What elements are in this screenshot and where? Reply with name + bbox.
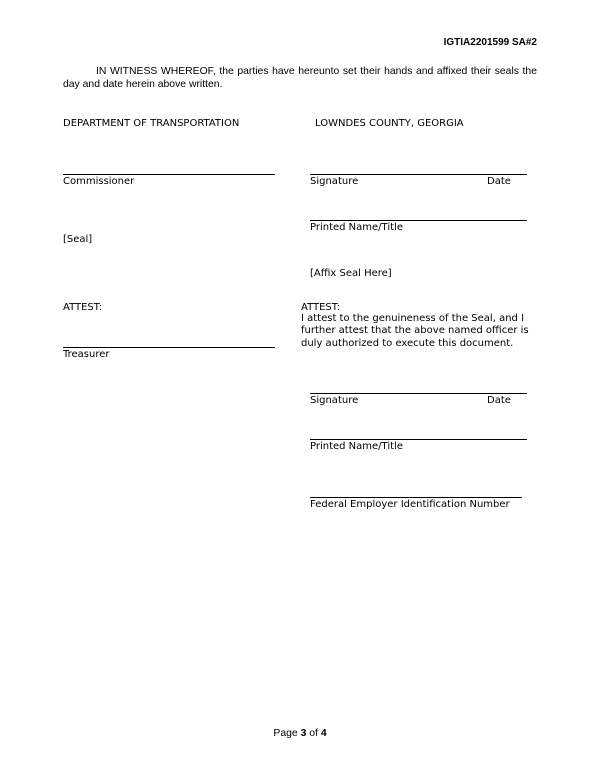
printed-name-label-2: Printed Name/Title (310, 441, 403, 452)
date-label-2: Date (487, 395, 511, 406)
of-word: of (309, 728, 318, 739)
signature-label: Signature (310, 176, 359, 187)
right-party-name: LOWNDES COUNTY, GEORGIA (315, 118, 464, 129)
attest-statement: I attest to the genuineness of the Seal, and I further attest that the above named officer is duly authorized to execute this document. (301, 313, 529, 349)
affix-seal-label: [Affix Seal Here] (310, 268, 392, 279)
treasurer-signature-line (63, 347, 275, 348)
commissioner-label: Commissioner (63, 176, 135, 187)
witness-paragraph: IN WITNESS WHEREOF, the parties have hereunto set their hands and affixed their seals the day and date herein above written. (63, 66, 537, 90)
page-total: 4 (320, 728, 327, 739)
signature-label-2: Signature (310, 395, 359, 406)
right-attest-heading: ATTEST: (301, 302, 341, 313)
page-word: Page (273, 728, 298, 739)
printed-name-line (310, 220, 527, 221)
signature-date-line (310, 174, 527, 175)
page-number (0, 728, 600, 739)
left-attest-heading: ATTEST: (63, 302, 103, 313)
fein-label: Federal Employer Identification Number (310, 499, 510, 510)
printed-name-line-2 (310, 439, 527, 440)
page-current: 3 (300, 728, 307, 739)
left-party-name: DEPARTMENT OF TRANSPORTATION (63, 118, 240, 129)
fein-line (310, 497, 522, 498)
document-id: IGTIA2201599 SA#2 (443, 37, 537, 48)
commissioner-signature-line (63, 174, 275, 175)
treasurer-label: Treasurer (63, 349, 110, 360)
seal-label: [Seal] (63, 234, 93, 245)
date-label: Date (487, 176, 511, 187)
signature-date-line-2 (310, 393, 527, 394)
printed-name-label: Printed Name/Title (310, 222, 403, 233)
